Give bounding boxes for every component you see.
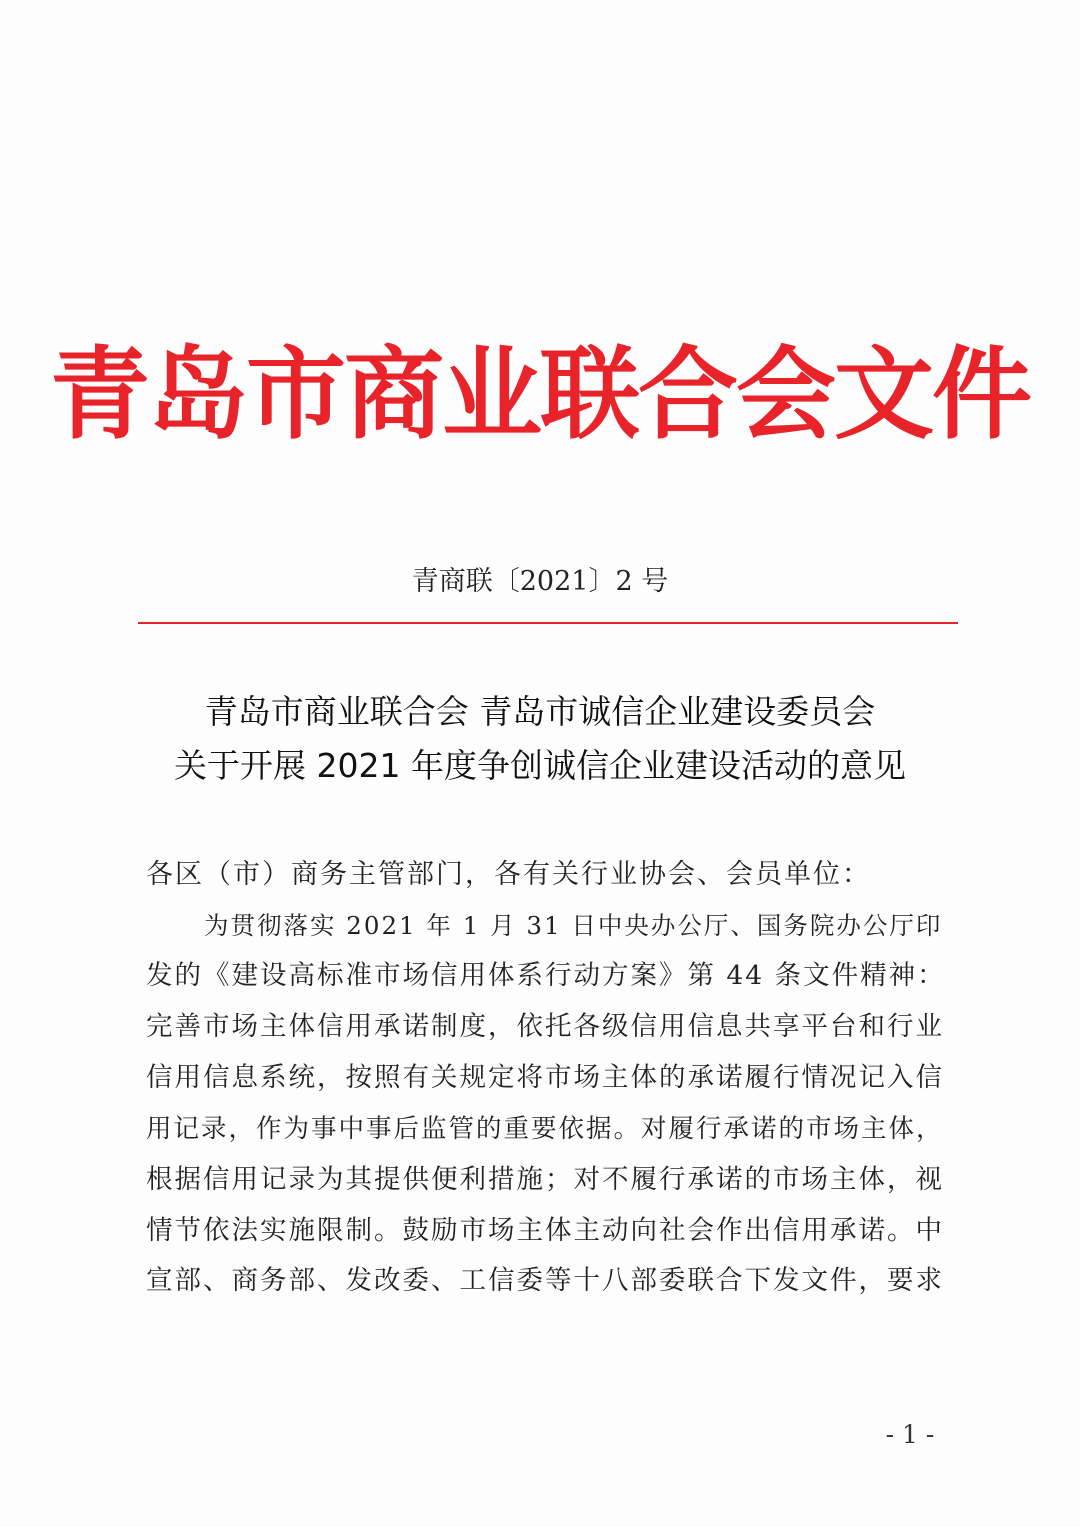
document-header-title: 青岛市商业联合会文件	[50, 336, 1030, 453]
salutation: 各区（市）商务主管部门，各有关行业协会、会员单位：	[146, 859, 871, 890]
red-divider	[138, 622, 958, 624]
document-number: 青商联〔2021〕2 号	[411, 566, 669, 597]
body-line: 情节依法实施限制。鼓励市场主体主动向社会作出信用承诺。中	[146, 1215, 944, 1246]
body-line: 信用信息系统，按照有关规定将市场主体的承诺履行情况记入信	[146, 1062, 944, 1093]
body-line: 发的《建设高标准市场信用体系行动方案》第 44 条文件精神：	[146, 960, 946, 991]
body-line: 宣部、商务部、发改委、工信委等十八部委联合下发文件，要求	[146, 1265, 944, 1296]
main-title-line-2: 关于开展 2021 年度争创诚信企业建设活动的意见	[174, 746, 906, 785]
body-line: 用记录，作为事中事后监管的重要依据。对履行承诺的市场主体，	[146, 1114, 944, 1144]
body-line: 根据信用记录为其提供便利措施；对不履行承诺的市场主体，视	[146, 1164, 944, 1195]
body-line: 完善市场主体信用承诺制度，依托各级信用信息共享平台和行业	[146, 1011, 944, 1042]
page-number: - 1 -	[885, 1420, 935, 1449]
body-line: 为贯彻落实 2021 年 1 月 31 日中央办公厅、国务院办公厅印	[204, 911, 943, 940]
main-title-line-1: 青岛市商业联合会 青岛市诚信企业建设委员会	[204, 692, 876, 731]
